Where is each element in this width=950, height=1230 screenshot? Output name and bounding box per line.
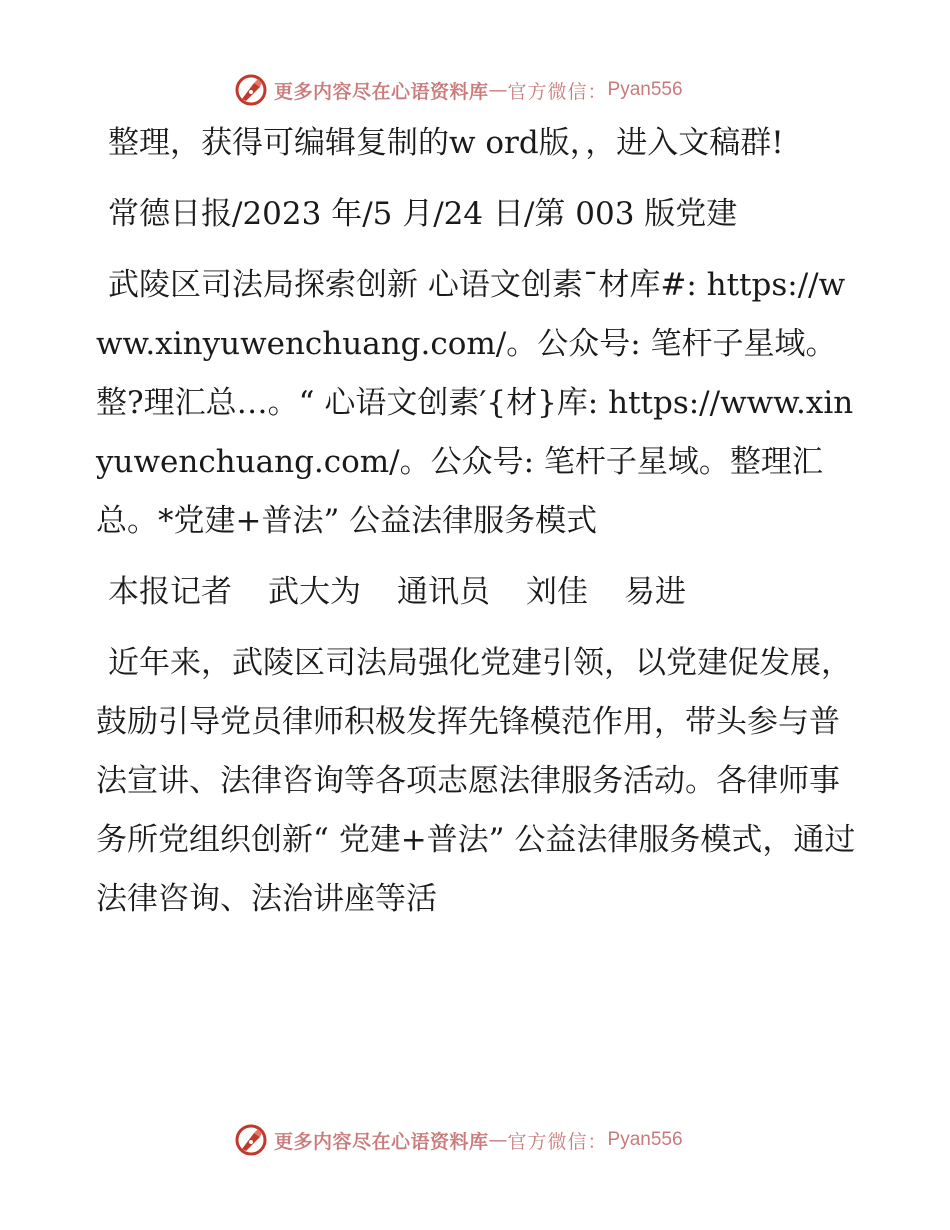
banner-wechat-id: Pyan556: [607, 79, 683, 100]
document-body: [96, 114, 856, 941]
headline-paragraph: 武陵区司法局探索创新 心语文创素¯材库#: https://www.xinyuwenchuang.com/。公众号: 笔杆子星域。整?理汇总…。“ 心语文创素′{材}库: https://www.xinyuwenchuang.com/。公众号: 笔杆子星域。整理汇总。*党建+普法” 公益法律服务模式: [96, 267, 854, 539]
pen-nib-logo-icon: [234, 1123, 268, 1157]
correspondent-name-2: 易进: [624, 574, 686, 610]
banner-text: 更多内容尽在心语资料库: [274, 1130, 489, 1153]
banner-wechat-id: Pyan556: [607, 1129, 683, 1150]
body-paragraph: 近年来，武陵区司法局强化党建引领，以党建促发展，鼓励引导党员律师积极发挥先锋模范作用，带头参与普法宣讲、法律咨询等各项志愿法律服务活动。各律师事务所党组织创新“ 党建+普法” 公益法律服务模式，通过法律咨询、法治讲座等活: [96, 645, 856, 917]
banner-official-label: 官方微信：: [507, 80, 608, 103]
header-watermark-banner: [234, 72, 683, 108]
banner-dash: —: [488, 1129, 508, 1151]
reporter-name: 武大为: [268, 574, 361, 610]
banner-text: 更多内容尽在心语资料库: [274, 80, 489, 103]
banner-dash: —: [488, 79, 508, 101]
banner-official-label: 官方微信：: [507, 1130, 608, 1153]
byline: [96, 563, 856, 622]
footer-watermark-banner: [234, 1122, 683, 1158]
correspondent-label: 通讯员: [397, 574, 490, 610]
pen-nib-logo-icon: [234, 73, 268, 107]
source-line: 常德日报/2023 年/5 月/24 日/第 003 版党建: [108, 196, 738, 232]
correspondent-name-1: 刘佳: [526, 574, 588, 610]
intro-paragraph: 整理，获得可编辑复制的w ord版，，进入文稿群!: [108, 125, 784, 161]
reporter-label: 本报记者: [108, 574, 232, 610]
